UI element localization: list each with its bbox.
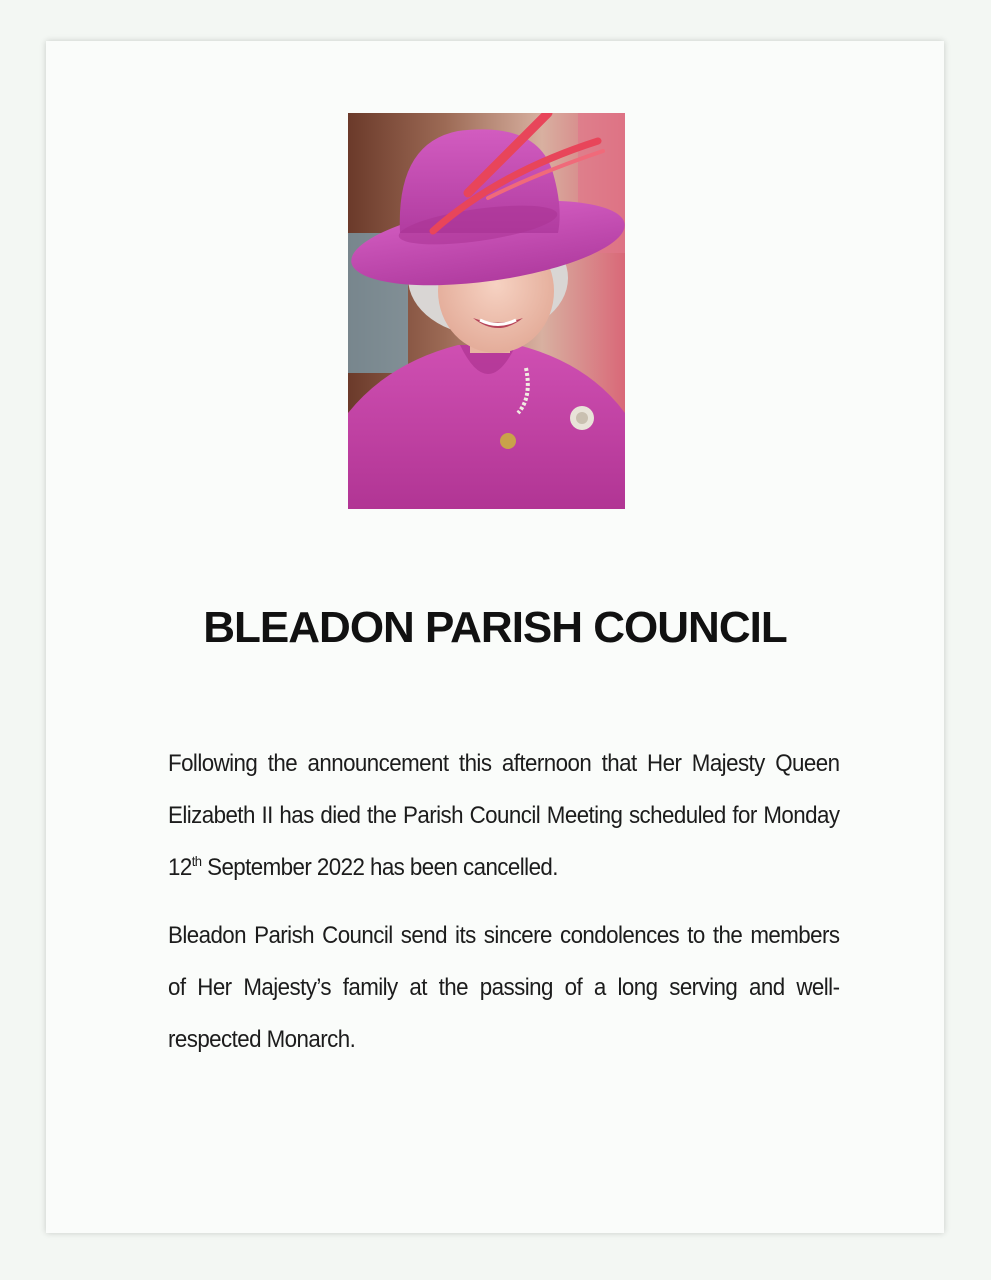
ordinal-suffix: th <box>191 853 202 869</box>
announcement-paragraph <box>168 738 839 894</box>
condolence-paragraph: Bleadon Parish Council send its sincere condolences to the members of Her Majesty’s family at the passing of a long serving and well-respected Monarch. <box>168 922 840 1053</box>
notice-body <box>168 738 839 1082</box>
announcement-text: Following the announcement this afternoon that Her Majesty Queen Elizabeth II has died the Parish Council Meeting scheduled for Monday 12 <box>168 750 840 881</box>
announcement-text-end: September 2022 has been cancelled. <box>201 854 558 881</box>
portrait-photo <box>348 113 625 509</box>
notice-page <box>46 41 944 1233</box>
council-title: BLEADON PARISH COUNCIL <box>203 603 787 652</box>
portrait-image <box>348 113 625 509</box>
